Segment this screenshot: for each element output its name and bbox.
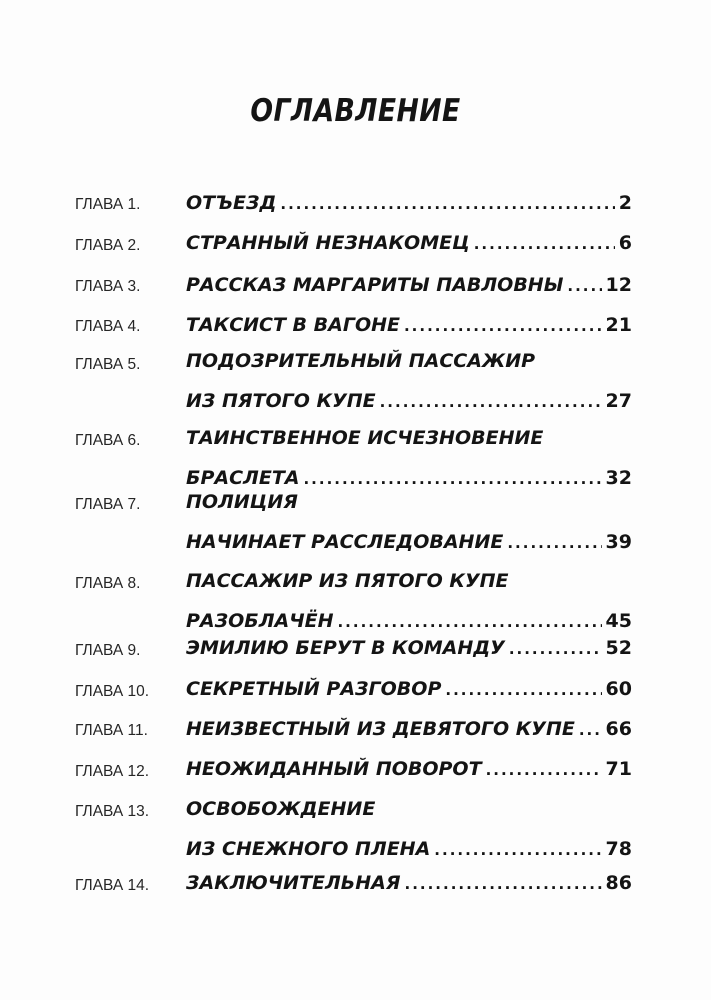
toc-line (186, 427, 632, 449)
toc-line-with-page (186, 637, 632, 659)
toc-line (186, 350, 632, 372)
toc-line-with-page (186, 758, 632, 780)
chapter-label: ГЛАВА 13. (75, 803, 150, 820)
toc-line (186, 570, 632, 592)
toc-line-with-page (186, 192, 632, 214)
toc-line-with-page (186, 314, 632, 336)
toc-line-with-page (186, 232, 632, 254)
toc-line (186, 491, 632, 513)
chapter-title: ПАССАЖИР ИЗ ПЯТОГО КУПЕ (186, 570, 509, 592)
page-number: 86 (605, 872, 632, 894)
dot-leader (509, 640, 602, 658)
chapter-title: ТАИНСТВЕННОЕ ИСЧЕЗНОВЕНИЕ (186, 427, 544, 449)
dot-leader (474, 235, 615, 253)
chapter-label: ГЛАВА 6. (75, 432, 141, 449)
chapter-label: ГЛАВА 8. (75, 575, 141, 592)
chapter-label: ГЛАВА 4. (75, 318, 141, 335)
chapter-label: ГЛАВА 11. (75, 722, 148, 739)
dot-leader (567, 277, 601, 295)
toc-line-with-page (186, 610, 632, 632)
toc-line-with-page (186, 838, 632, 860)
chapter-label: ГЛАВА 9. (75, 642, 141, 659)
chapter-title: РАССКАЗ МАРГАРИТЫ ПАВЛОВНЫ (186, 274, 564, 296)
chapter-title: РАЗОБЛАЧЁН (186, 610, 334, 632)
chapter-label: ГЛАВА 14. (75, 877, 150, 894)
toc-line-with-page (186, 872, 632, 894)
page-number: 45 (605, 610, 632, 632)
page-number: 6 (618, 232, 632, 254)
page-number: 27 (605, 390, 632, 412)
page-number: 2 (618, 192, 632, 214)
dot-leader (434, 841, 601, 859)
dot-leader (579, 721, 602, 739)
chapter-label: ГЛАВА 7. (75, 496, 141, 513)
page-number: 78 (605, 838, 632, 860)
chapter-title: ИЗ СНЕЖНОГО ПЛЕНА (186, 838, 431, 860)
page-number: 39 (605, 531, 632, 553)
page-number: 66 (605, 718, 632, 740)
chapter-title: БРАСЛЕТА (186, 467, 300, 489)
toc-line-with-page (186, 390, 632, 412)
page-title: ОГЛАВЛЕНИЕ (250, 93, 461, 129)
chapter-label: ГЛАВА 12. (75, 763, 150, 780)
toc-line-with-page (186, 718, 632, 740)
dot-leader (380, 393, 602, 411)
chapter-title: НАЧИНАЕТ РАССЛЕДОВАНИЕ (186, 531, 504, 553)
page-number: 52 (605, 637, 632, 659)
dot-leader (337, 613, 601, 631)
chapter-title: ТАКСИСТ В ВАГОНЕ (186, 314, 400, 336)
dot-leader (507, 534, 601, 552)
page-number: 21 (605, 314, 632, 336)
chapter-label: ГЛАВА 1. (75, 196, 141, 213)
dot-leader (280, 195, 614, 213)
chapter-label: ГЛАВА 5. (75, 356, 141, 373)
chapter-title: ИЗ ПЯТОГО КУПЕ (186, 390, 376, 412)
chapter-title: ПОДОЗРИТЕЛЬНЫЙ ПАССАЖИР (186, 350, 536, 372)
chapter-label: ГЛАВА 3. (75, 278, 141, 295)
chapter-title: ЗАКЛЮЧИТЕЛЬНАЯ (186, 872, 401, 894)
toc-line-with-page (186, 467, 632, 489)
dot-leader (486, 761, 602, 779)
chapter-title: ЭМИЛИЮ БЕРУТ В КОМАНДУ (186, 637, 505, 659)
toc-line-with-page (186, 274, 632, 296)
chapter-title: НЕОЖИДАННЫЙ ПОВОРОТ (186, 758, 482, 780)
chapter-label: ГЛАВА 2. (75, 237, 141, 254)
dot-leader (404, 317, 602, 335)
page-number: 12 (605, 274, 632, 296)
toc-line (186, 798, 632, 820)
page-number: 71 (605, 758, 632, 780)
dot-leader (405, 875, 602, 893)
dot-leader (303, 470, 601, 488)
chapter-title: ОСВОБОЖДЕНИЕ (186, 798, 376, 820)
chapter-label: ГЛАВА 10. (75, 683, 150, 700)
chapter-title: НЕИЗВЕСТНЫЙ ИЗ ДЕВЯТОГО КУПЕ (186, 718, 575, 740)
toc-line-with-page (186, 531, 632, 553)
toc-line-with-page (186, 678, 632, 700)
page-number: 32 (605, 467, 632, 489)
chapter-title: СЕКРЕТНЫЙ РАЗГОВОР (186, 678, 442, 700)
chapter-title: ПОЛИЦИЯ (186, 491, 298, 513)
chapter-title: ОТЪЕЗД (186, 192, 277, 214)
dot-leader (445, 681, 601, 699)
chapter-title: СТРАННЫЙ НЕЗНАКОМЕЦ (186, 232, 470, 254)
page-number: 60 (605, 678, 632, 700)
